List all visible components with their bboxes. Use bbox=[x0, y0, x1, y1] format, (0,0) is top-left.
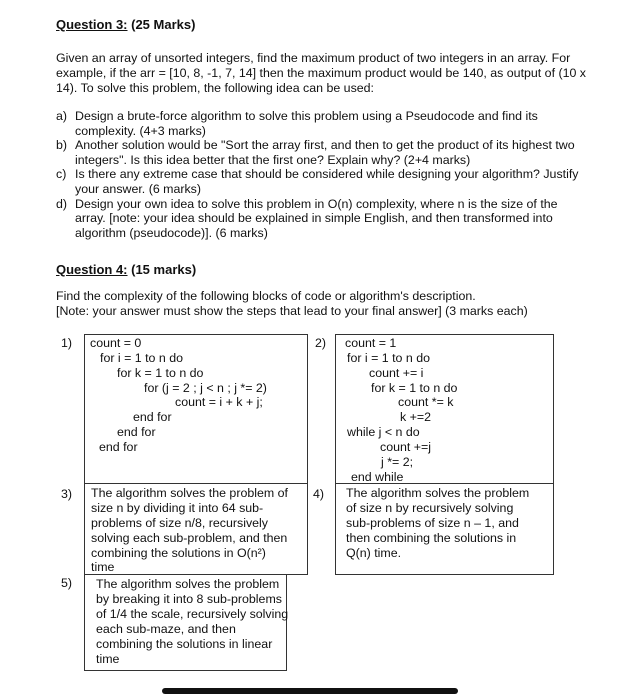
question-3-items bbox=[56, 109, 586, 240]
question-4-intro-line-2: [Note: your answer must show the steps that lead to your final answer] (3 marks each) bbox=[56, 304, 528, 318]
description-line: solving each sub-problem, and then bbox=[91, 531, 288, 545]
description-line: combining the solutions in O(n²) bbox=[91, 546, 266, 560]
item-text: Another solution would be "Sort the array first, and then to get the product of its highest two integers". Is this idea better that the first one? Explain why? (2+4 marks) bbox=[75, 138, 575, 167]
block-number-3: 3) bbox=[61, 487, 73, 501]
code-line: j *= 2; bbox=[381, 455, 414, 469]
description-line: of 1/4 the scale, recursively solving bbox=[96, 607, 289, 621]
description-line: Q(n) time. bbox=[346, 546, 402, 560]
description-line: of size n by recursively solving bbox=[346, 501, 514, 515]
code-line: for (j = 2 ; j < n ; j *= 2) bbox=[144, 381, 267, 395]
description-line: The algorithm solves the problem bbox=[346, 486, 530, 500]
question-4-marks: (15 marks) bbox=[127, 262, 197, 277]
block-number-2: 2) bbox=[315, 336, 327, 350]
question-4-title: Question 4: bbox=[56, 262, 128, 277]
description-line: size n by dividing it into 64 sub- bbox=[91, 501, 264, 515]
code-line: k +=2 bbox=[400, 410, 432, 424]
item-text: Is there any extreme case that should be considered while designing your algorithm? Justify your answer. (6 marks) bbox=[75, 167, 579, 196]
code-line: count = i + k + j; bbox=[175, 395, 263, 409]
item-label: b) bbox=[56, 138, 68, 153]
question-3-item-b bbox=[56, 138, 586, 167]
question-3-title: Question 3: bbox=[56, 17, 128, 32]
question-3-item-a bbox=[56, 109, 586, 138]
code-line: count += i bbox=[369, 366, 424, 380]
description-line: The algorithm solves the problem bbox=[96, 577, 280, 591]
code-line: while j < n do bbox=[347, 425, 420, 439]
description-line: combining the solutions in linear bbox=[96, 637, 273, 651]
question-3-marks: (25 Marks) bbox=[127, 17, 196, 32]
code-line: for i = 1 to n do bbox=[100, 351, 184, 365]
item-label: a) bbox=[56, 109, 68, 123]
description-line: problems of size n/8, recursively bbox=[91, 516, 268, 530]
code-line: count *= k bbox=[398, 395, 454, 409]
item-label: c) bbox=[56, 167, 67, 182]
question-3-item-d bbox=[56, 197, 586, 241]
code-line: count +=j bbox=[380, 440, 431, 454]
code-line: end for bbox=[99, 440, 138, 454]
item-text: Design a brute-force algorithm to solve this problem using a Pseudocode and find its complexity. (4+3 marks) bbox=[75, 109, 538, 138]
code-line: end for bbox=[117, 425, 156, 439]
item-text: Design your own idea to solve this problem in O(n) complexity, where n is the size of the array. [note: your idea should be explained in simple English, and then transformed into algorithm (pseudocode)]. (6 marks) bbox=[75, 196, 558, 240]
code-line: end for bbox=[133, 410, 172, 424]
description-line: each sub-maze, and then bbox=[96, 622, 236, 636]
code-line: for k = 1 to n do bbox=[371, 381, 458, 395]
description-line: time bbox=[96, 652, 120, 666]
code-line: for i = 1 to n do bbox=[347, 351, 431, 365]
question-3-item-c bbox=[56, 167, 586, 196]
code-line: end while bbox=[351, 470, 404, 484]
item-label: d) bbox=[56, 196, 68, 211]
description-line: sub-problems of size n – 1, and bbox=[346, 516, 519, 530]
description-line: by breaking it into 8 sub-problems bbox=[96, 592, 282, 606]
question-4-heading bbox=[56, 262, 196, 277]
block-number-5: 5) bbox=[61, 576, 73, 590]
description-line: then combining the solutions in bbox=[346, 531, 517, 545]
code-line: for k = 1 to n do bbox=[117, 366, 204, 380]
description-line: time bbox=[91, 560, 115, 574]
question-3-intro: Given an array of unsorted integers, find the maximum product of two integers in an array. For example, if the arr = [10, 8, -1, 7, 14] then the maximum product would be 140, as output of (10 x 14). To solve this problem, the following idea can be used: bbox=[56, 51, 586, 95]
question-3-heading bbox=[56, 17, 195, 32]
block-number-1: 1) bbox=[61, 336, 73, 350]
code-line: count = 0 bbox=[90, 336, 142, 350]
code-line: count = 1 bbox=[345, 336, 397, 350]
block-number-4: 4) bbox=[313, 487, 325, 501]
question-4-intro-line-1: Find the complexity of the following blocks of code or algorithm's description. bbox=[56, 289, 476, 303]
question-4-intro bbox=[56, 289, 596, 319]
home-indicator[interactable] bbox=[162, 688, 458, 694]
description-line: The algorithm solves the problem of bbox=[91, 486, 288, 500]
